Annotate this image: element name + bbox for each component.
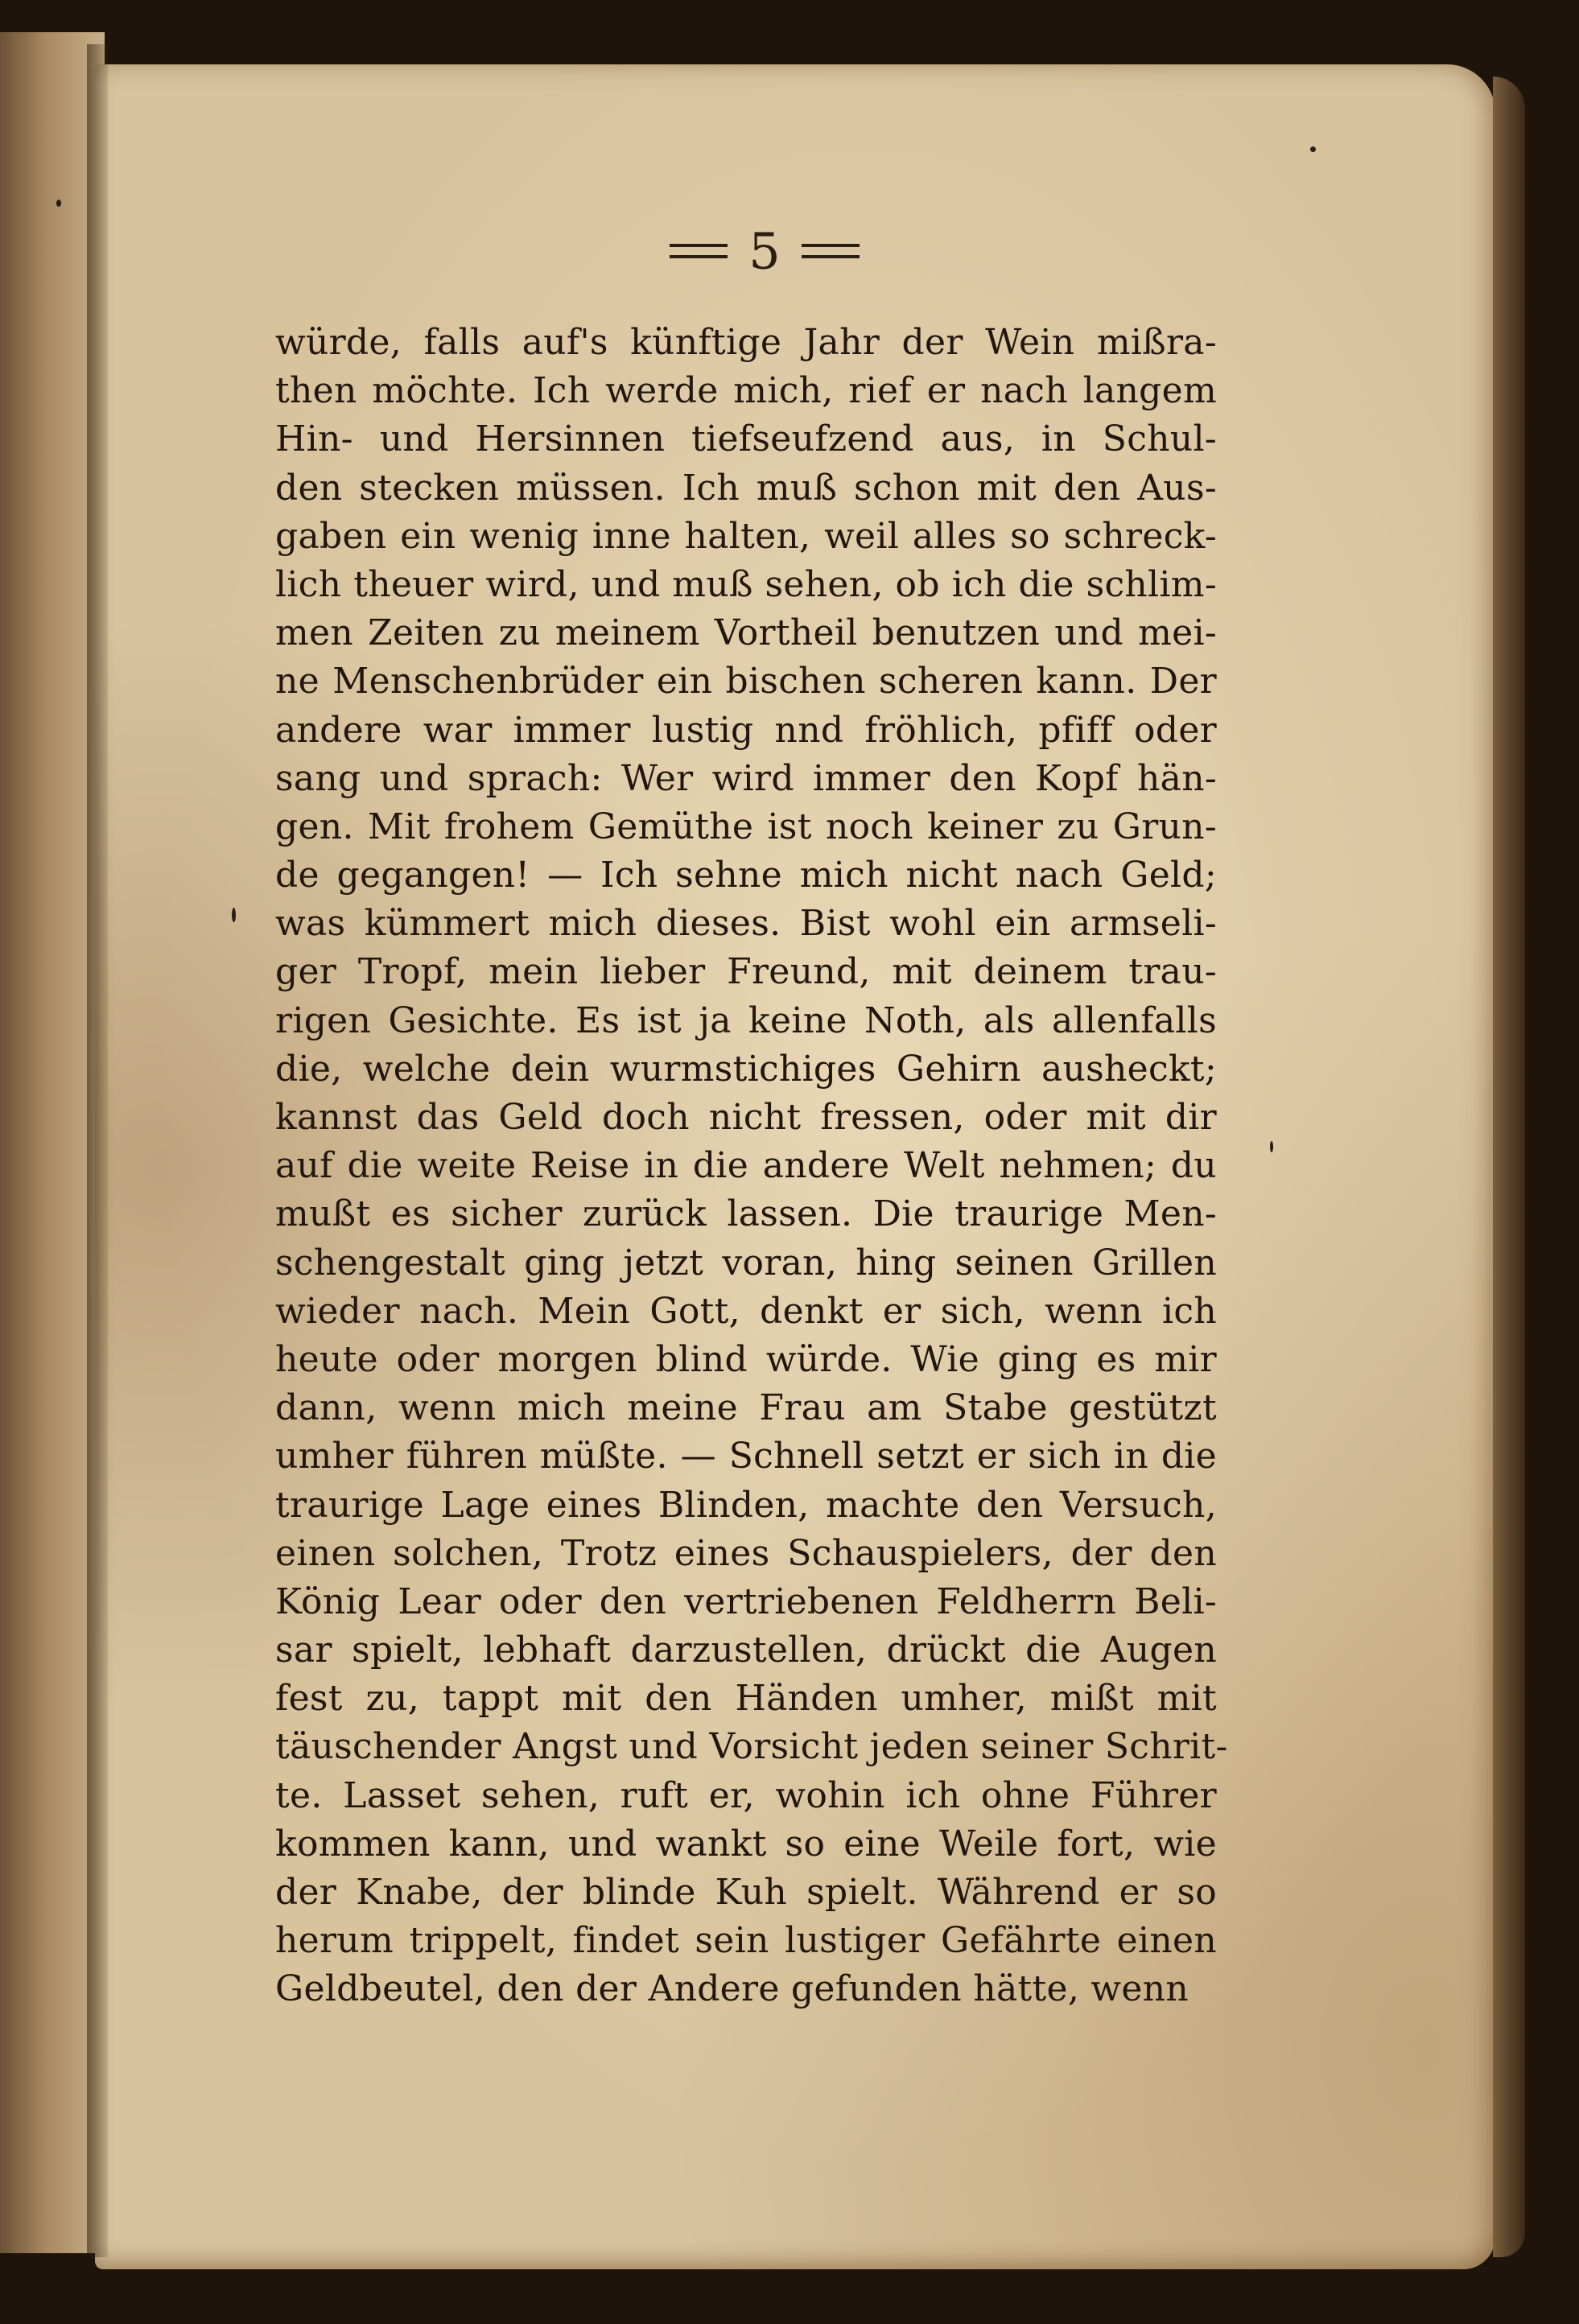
text-line: sang und sprach: Wer wird immer den Kopf hän- [275, 757, 1217, 799]
text-line: then möchte. Ich werde mich, rief er nach langem [275, 370, 1217, 412]
header-rule-left [670, 244, 728, 258]
text-line: die, welche dein wurmstichiges Gehirn ausheckt; [275, 1048, 1217, 1090]
text-line: was kümmert mich dieses. Bist wohl ein armseli- [275, 903, 1217, 945]
text-line: heute oder morgen blind würde. Wie ging es mir [275, 1338, 1217, 1380]
page-header [644, 217, 885, 290]
page-edge-shadow [1493, 76, 1525, 2257]
page-number: 5 [748, 221, 781, 281]
text-line: ger Tropf, mein lieber Freund, mit deinem trau- [275, 951, 1217, 993]
text-line: fest zu, tappt mit den Händen umher, mißt mit [275, 1678, 1217, 1720]
text-line: lich theuer wird, und muß sehen, ob ich die schlim- [275, 563, 1217, 605]
body-text [275, 319, 1228, 2014]
paper-speck [1310, 146, 1316, 152]
text-line: de gegangen! — Ich sehne mich nicht nach Geld; [275, 855, 1217, 896]
text-line: den stecken müssen. Ich muß schon mit den Aus- [275, 467, 1217, 509]
text-line: Geldbeutel, den der Andere gefunden hätte, wenn [275, 1968, 1189, 2010]
text-line: gaben ein wenig inne halten, weil alles so schreck- [275, 515, 1217, 557]
text-line: Hin- und Hersinnen tiefseufzend aus, in Schul- [275, 418, 1217, 460]
text-line: dann, wenn mich meine Frau am Stabe gestützt [275, 1387, 1217, 1429]
text-line: kommen kann, und wankt so eine Weile fort, wie [275, 1823, 1217, 1865]
text-line: men Zeiten zu meinem Vortheil benutzen und mei- [275, 612, 1217, 654]
text-line: rigen Gesichte. Es ist ja keine Noth, als allenfalls [275, 999, 1217, 1041]
text-line: auf die weite Reise in die andere Welt nehmen; du [275, 1145, 1217, 1187]
text-line: mußt es sicher zurück lassen. Die traurige Men- [275, 1193, 1217, 1235]
text-line: wieder nach. Mein Gott, denkt er sich, wenn ich [275, 1290, 1217, 1332]
text-line: gen. Mit frohem Gemüthe ist noch keiner zu Grun- [275, 806, 1217, 847]
text-line: König Lear oder den vertriebenen Feldherrn Beli- [275, 1580, 1217, 1622]
text-line: ne Menschenbrüder ein bischen scheren kann. Der [275, 661, 1217, 703]
text-line: umher führen müßte. — Schnell setzt er sich in die [275, 1436, 1217, 1477]
text-line: sar spielt, lebhaft darzustellen, drückt die Augen [275, 1630, 1217, 1671]
paper-speck [56, 200, 61, 207]
text-line: te. Lasset sehen, ruft er, wohin ich ohne Führer [275, 1774, 1217, 1816]
text-line: andere war immer lustig nnd fröhlich, pfiff oder [275, 709, 1217, 751]
text-line: der Knabe, der blinde Kuh spielt. Während er so [275, 1872, 1217, 1913]
text-line: herum trippelt, findet sein lustiger Gefährte einen [275, 1920, 1217, 1962]
book-gutter [87, 44, 108, 2257]
text-line: kannst das Geld doch nicht fressen, oder mit dir [275, 1097, 1217, 1138]
text-line: einen solchen, Trotz eines Schauspielers, der den [275, 1532, 1217, 1574]
paper-speck [1270, 1141, 1273, 1152]
paper-speck [232, 908, 236, 922]
text-line: schengestalt ging jetzt voran, hing seinen Grillen [275, 1242, 1217, 1284]
text-line: traurige Lage eines Blinden, machte den Versuch, [275, 1484, 1217, 1526]
text-line: würde, falls auf's künftige Jahr der Wein mißra- [275, 322, 1217, 363]
text-line: täuschender Angst und Vorsicht jeden seiner Schrit- [275, 1726, 1228, 1768]
header-rule-right [802, 244, 860, 258]
